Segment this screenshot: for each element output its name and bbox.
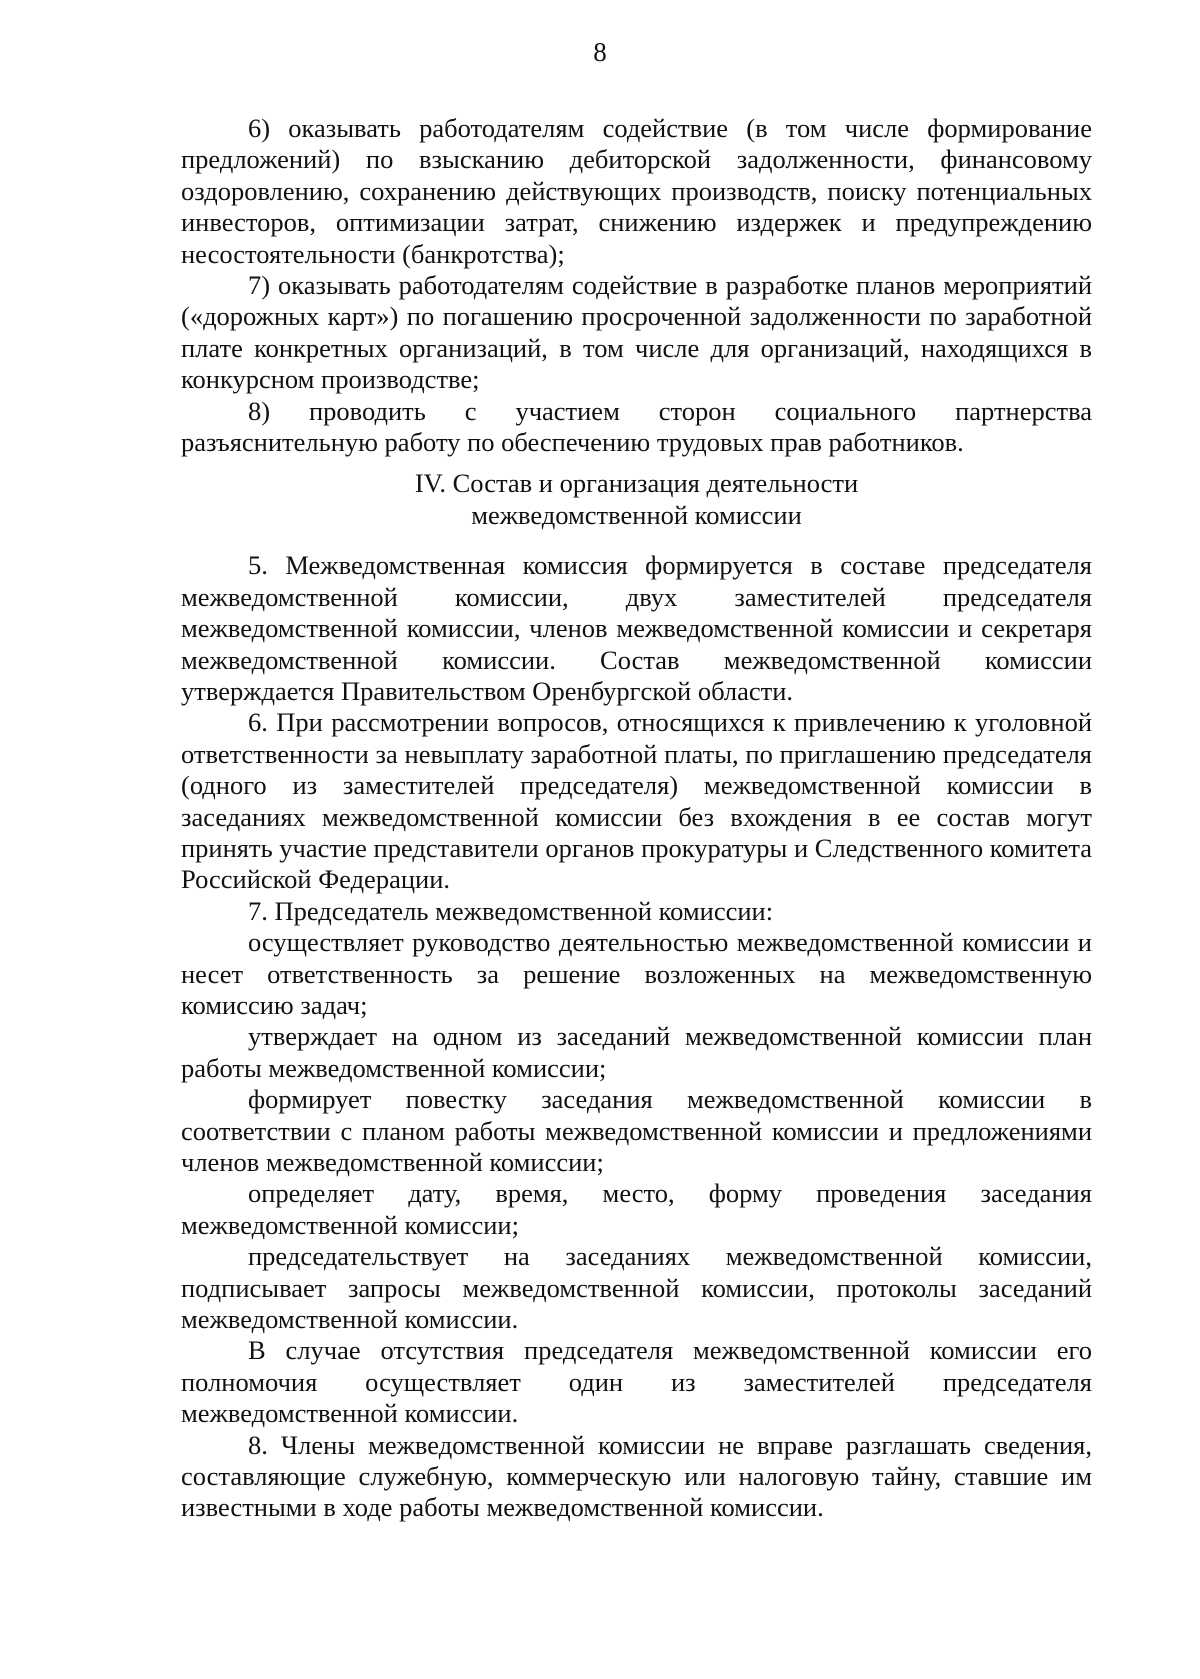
page-number: 8 <box>593 37 607 67</box>
paragraph-clause-5: 5. Межведомственная комиссия формируется в составе председателя межведомственной комиссии, двух заместителей председателя межведомственной комиссии, членов межведомственной комиссии и секретаря межведомственной комиссии. Состав межведомственной комиссии утверждается Правительством Оренбургской области. <box>181 550 1092 706</box>
paragraph-chair-duty-2: утверждает на одном из заседаний межведомственной комиссии план работы межведомственной комиссии; <box>181 1021 1092 1083</box>
paragraph-item-6: 6) оказывать работодателям содействие (в том числе формирование предложений) по взысканию дебиторской задолженности, финансовому оздоровлению, сохранению действующих производств, поиску потенциальных инвесторов, оптимизации затрат, снижению издержек и предупреждению несостоятельности (банкротства); <box>181 113 1092 269</box>
paragraph-chair-duty-4: определяет дату, время, место, форму проведения заседания межведомственной комиссии; <box>181 1178 1092 1240</box>
paragraph-clause-7: 7. Председатель межведомственной комиссии: <box>248 895 774 926</box>
paragraph-chair-absence: В случае отсутствия председателя межведомственной комиссии его полномочия осуществляет один из заместителей председателя межведомственной комиссии. <box>181 1335 1092 1429</box>
paragraph-item-7: 7) оказывать работодателям содействие в разработке планов мероприятий («дорожных карт») по погашению просроченной задолженности по заработной плате конкретных организаций, в том числе для организаций, находящихся в конкурсном производстве; <box>181 270 1092 395</box>
paragraph-chair-duty-3: формирует повестку заседания межведомственной комиссии в соответствии с планом работы межведомственной комиссии и предложениями членов межведомственной комиссии; <box>181 1084 1092 1177</box>
section-heading-line-1: IV. Состав и организация деятельности <box>414 468 859 499</box>
section-heading-line-2: межведомственной комиссии <box>471 499 802 530</box>
paragraph-item-8: 8) проводить с участием сторон социального партнерства разъяснительную работу по обеспечению трудовых прав работников. <box>181 395 1092 458</box>
document-body <box>181 113 1092 1524</box>
paragraph-chair-duty-1: осуществляет руководство деятельностью межведомственной комиссии и несет ответственность за решение возложенных на межведомственную комиссию задач; <box>181 927 1092 1020</box>
paragraph-clause-6: 6. При рассмотрении вопросов, относящихся к привлечению к уголовной ответственности за невыплату заработной платы, по приглашению председателя (одного из заместителей председателя) межведомственной комиссии в заседаниях межведомственной комиссии без вхождения в ее состав могут принять участие представители органов прокуратуры и Следственного комитета Российской Федерации. <box>181 707 1092 895</box>
section-heading <box>181 468 1092 531</box>
paragraph-chair-duty-5: председательствует на заседаниях межведомственной комиссии, подписывает запросы межведомственной комиссии, протоколы заседаний межведомственной комиссии. <box>181 1241 1092 1335</box>
paragraph-clause-8: 8. Члены межведомственной комиссии не вправе разглашать сведения, составляющие служебную, коммерческую или налоговую тайну, ставшие им известными в ходе работы межведомственной комиссии. <box>181 1429 1092 1523</box>
